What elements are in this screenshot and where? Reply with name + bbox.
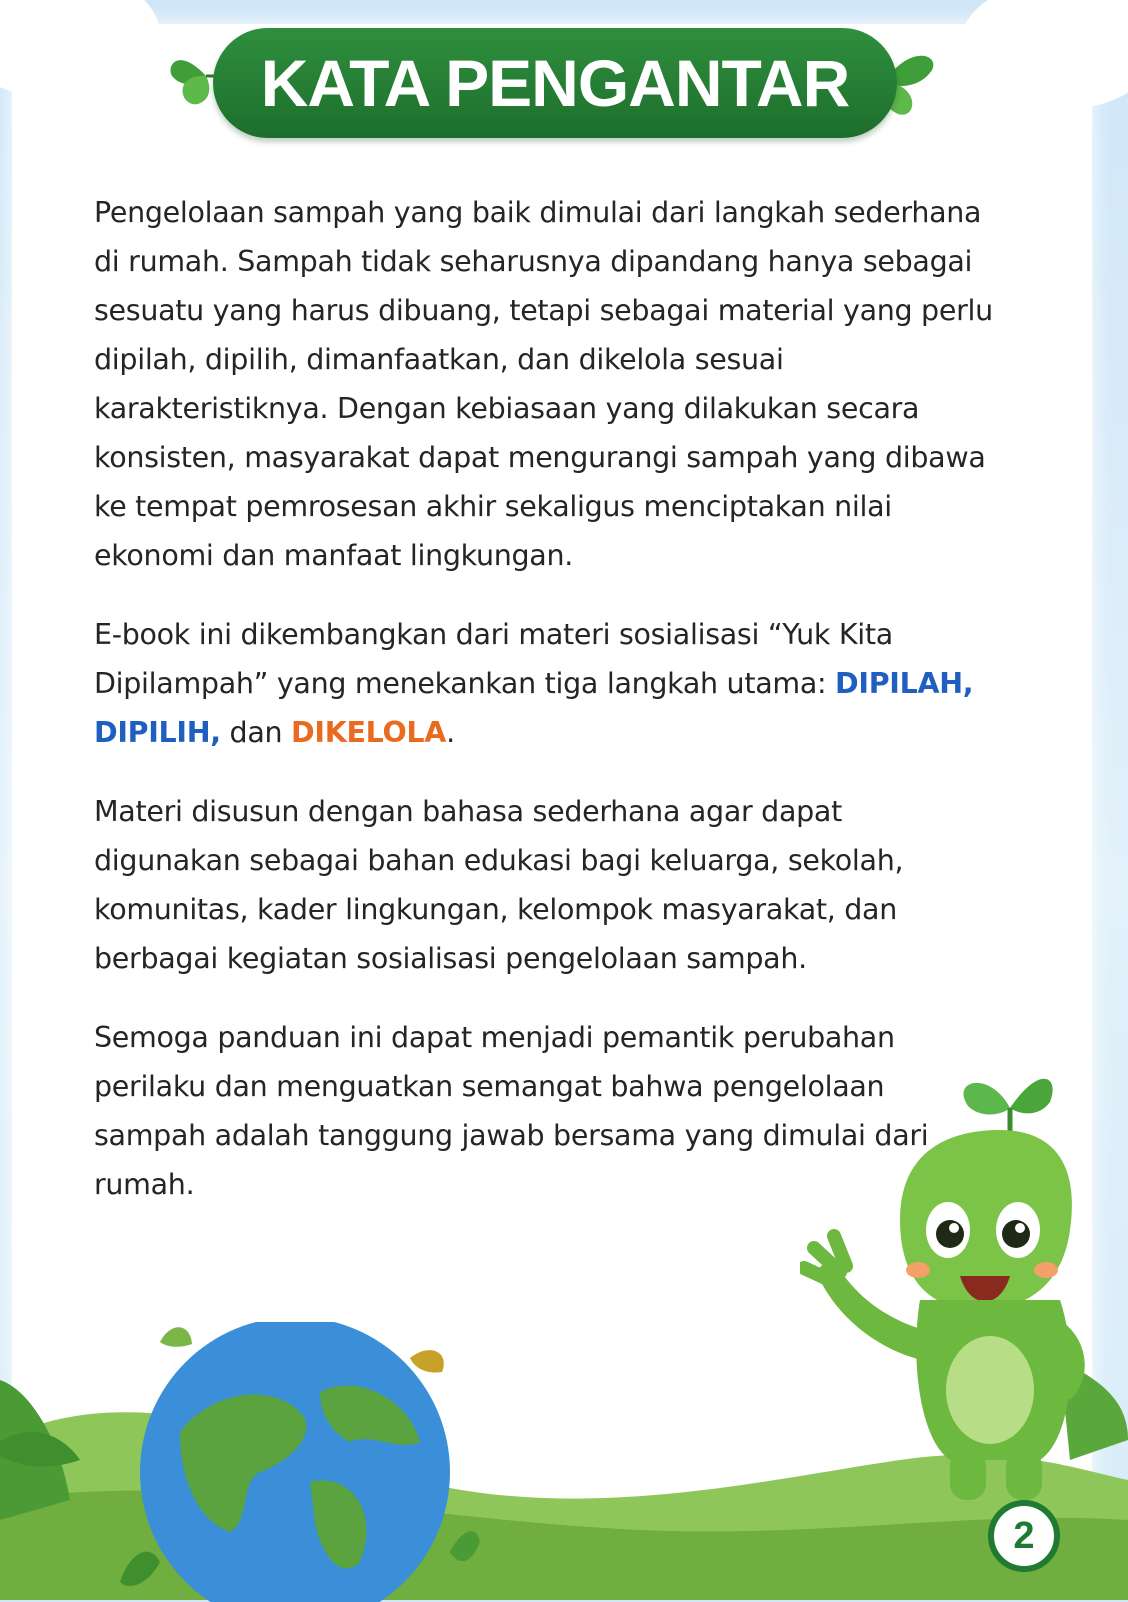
mascot-icon	[800, 1060, 1100, 1520]
page-number-badge	[988, 1500, 1060, 1572]
paragraph-3: Materi disusun dengan bahasa sederhana agar dapat digunakan sebagai bahan edukasi bagi keluarga, sekolah, komunitas, kader lingkungan, kelompok masyarakat, dan berbagai kegiatan sosialisasi pengelolaan sampah.	[94, 795, 904, 975]
title-banner	[213, 28, 897, 138]
page-title: KATA PENGANTAR	[260, 46, 850, 120]
keyword-dikelola: DIKELOLA	[291, 716, 447, 749]
paragraph-2-end: .	[446, 716, 455, 749]
paragraph-4: Semoga panduan ini dapat menjadi pemantik perubahan perilaku dan menguatkan semangat bahwa pengelolaan sampah adalah tanggung jawab bersama yang dimulai dari rumah.	[94, 1021, 929, 1201]
paragraph-2-connector: dan	[220, 716, 292, 749]
earth-globe-icon	[120, 1322, 480, 1602]
paragraph-1: Pengelolaan sampah yang baik dimulai dari langkah sederhana di rumah. Sampah tidak seharusnya dipandang hanya sebagai sesuatu yang harus dibuang, tetapi sebagai material yang perlu dipilah, dipilih, dimanfaatkan, dan dikelola sesuai karakteristiknya. Dengan kebiasaan yang dilakukan secara konsisten, masyarakat dapat mengurangi sampah yang dibawa ke tempat pemrosesan akhir sekaligus menciptakan nilai ekonomi dan manfaat lingkungan.	[94, 196, 993, 572]
paragraph-2-intro: E-book ini dikembangkan dari materi sosialisasi “Yuk Kita Dipilampah” yang menekankan tiga langkah utama:	[94, 618, 893, 700]
keyword-dipilih: DIPILIH,	[94, 716, 221, 749]
keyword-dipilah: DIPILAH,	[835, 667, 974, 700]
page-number: 2	[1013, 1514, 1035, 1557]
paragraph-2	[94, 610, 994, 757]
